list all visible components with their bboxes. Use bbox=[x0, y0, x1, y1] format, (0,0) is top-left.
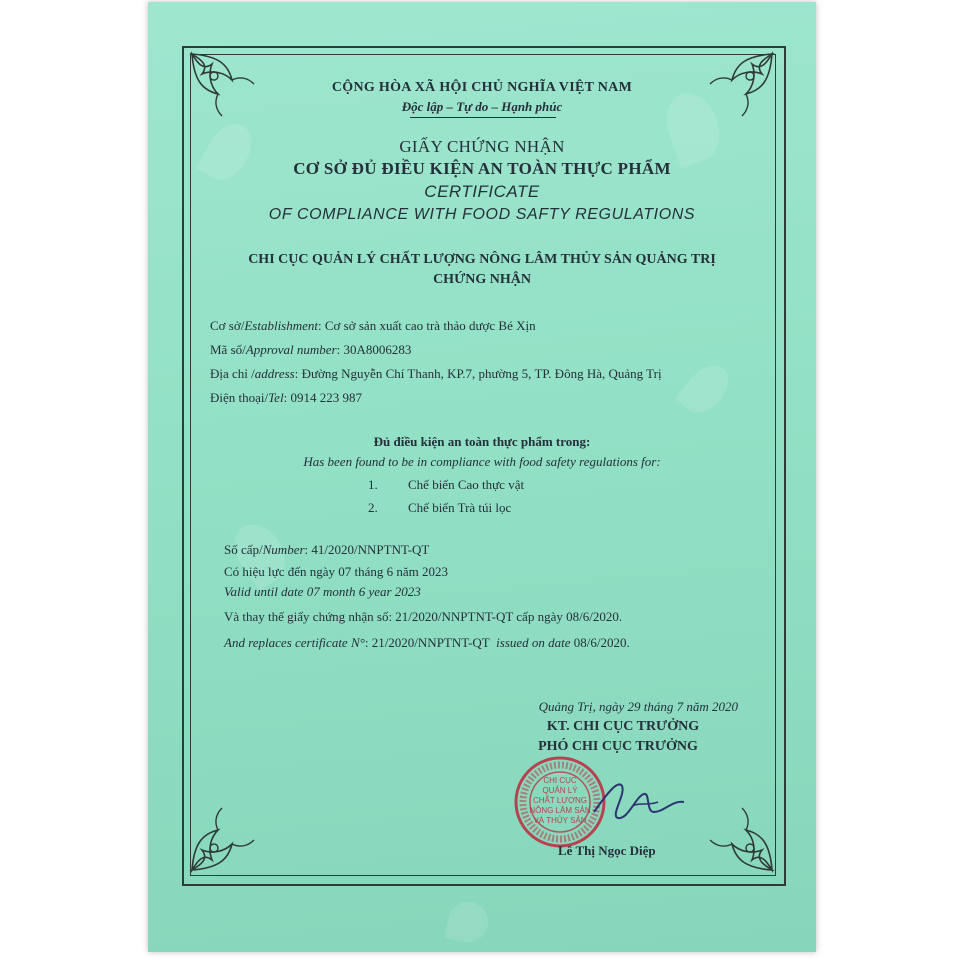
field-value: 30A8006283 bbox=[343, 342, 412, 357]
field-value: 0914 223 987 bbox=[290, 390, 362, 405]
certificate-paper bbox=[148, 2, 816, 952]
field-label-en: Approval number bbox=[245, 342, 337, 357]
certificate-title-vi-2: CƠ SỞ ĐỦ ĐIỀU KIỆN AN TOÀN THỰC PHẨM bbox=[293, 159, 671, 178]
seal-line: QUẢN LÝ bbox=[542, 786, 578, 795]
list-item-text: Chế biến Trà túi lọc bbox=[408, 500, 512, 515]
certificate-title-en-2: OF COMPLIANCE WITH FOOD SAFTY REGULATIONS bbox=[268, 206, 696, 223]
handwritten-signature-icon bbox=[588, 772, 698, 832]
valid-until-vi: Có hiệu lực đến ngày 07 tháng 6 năm 2023 bbox=[224, 564, 449, 579]
number-label-en: Number bbox=[262, 542, 305, 557]
compliance-heading-en: Has been found to be in compliance with food safety regulations for: bbox=[303, 454, 661, 469]
field-label: Cơ sở/ bbox=[210, 318, 245, 333]
field-sep: : bbox=[318, 318, 325, 333]
replaces-vi: Và thay thế giấy chứng nhận số: 21/2020/NNPTNT-QT cấp ngày 08/6/2020. bbox=[224, 609, 623, 624]
field-label: Điện thoại/ bbox=[210, 390, 269, 405]
replaces-issued-label: issued on date bbox=[496, 635, 571, 650]
replaces-number: : 21/2020/NNPTNT-QT bbox=[364, 635, 490, 650]
nation-heading: CỘNG HÒA XÃ HỘI CHỦ NGHĨA VIỆT NAM bbox=[331, 80, 633, 95]
replaces-label-en: And replaces certificate N° bbox=[224, 635, 365, 650]
list-item-number: 1. bbox=[368, 477, 378, 492]
certificate-content bbox=[148, 2, 816, 952]
certificate-title-vi-1: GIẤY CHỨNG NHẬN bbox=[399, 137, 565, 156]
field-phone bbox=[210, 390, 362, 406]
seal-line: CHẤT LƯỢNG bbox=[533, 796, 587, 805]
field-label-en: Establishment bbox=[244, 318, 319, 333]
certificate-number bbox=[224, 542, 429, 558]
field-label-en: address bbox=[254, 366, 295, 381]
seal-line: NÔNG LÂM SẢN bbox=[529, 806, 591, 815]
certificate-title-en-1: CERTIFICATE bbox=[424, 182, 540, 201]
motto-underline bbox=[410, 117, 556, 118]
valid-until-en: Valid until date 07 month 6 year 2023 bbox=[224, 584, 421, 599]
seal-line: VÀ THỦY SẢN bbox=[533, 816, 587, 825]
list-item-text: Chế biến Cao thực vật bbox=[408, 477, 525, 492]
compliance-heading-vi: Đủ điều kiện an toàn thực phẩm trong: bbox=[373, 434, 591, 449]
replaces-en bbox=[224, 635, 630, 651]
number-value: : 41/2020/NNPTNT-QT bbox=[304, 542, 430, 557]
field-sep: : bbox=[336, 342, 344, 357]
list-item bbox=[368, 500, 511, 516]
field-value: Cơ sở sản xuất cao trà thảo dược Bé Xịn bbox=[324, 318, 536, 333]
field-value: Đường Nguyễn Chí Thanh, KP.7, phường 5, TP. Đông Hà, Quảng Trị bbox=[301, 366, 662, 381]
field-approval-number bbox=[210, 342, 411, 358]
field-address bbox=[210, 366, 662, 382]
signer-title-2: PHÓ CHI CỤC TRƯỞNG bbox=[538, 739, 698, 754]
issuing-agency: CHI CỤC QUẢN LÝ CHẤT LƯỢNG NÔNG LÂM THỦY SẢN QUẢNG TRỊ bbox=[248, 252, 716, 267]
replaces-date: 08/6/2020. bbox=[570, 635, 630, 650]
list-item bbox=[368, 477, 524, 493]
signer-name: Lê Thị Ngọc Diệp bbox=[558, 843, 656, 858]
certifies-heading: CHỨNG NHẬN bbox=[433, 272, 531, 287]
field-label: Địa chỉ / bbox=[210, 366, 255, 381]
signer-title-1: KT. CHI CỤC TRƯỞNG bbox=[546, 719, 700, 734]
seal-line: CHI CỤC bbox=[543, 776, 577, 785]
field-establishment bbox=[210, 318, 536, 334]
number-label: Số cấp/ bbox=[224, 542, 263, 557]
field-label: Mã số/ bbox=[210, 342, 246, 357]
field-sep: : bbox=[283, 390, 291, 405]
list-item-number: 2. bbox=[368, 500, 378, 515]
field-sep: : bbox=[294, 366, 302, 381]
sign-place-date: Quảng Trị, ngày 29 tháng 7 năm 2020 bbox=[538, 699, 738, 714]
national-motto: Độc lập – Tự do – Hạnh phúc bbox=[401, 99, 563, 114]
field-label-en: Tel bbox=[268, 390, 284, 405]
